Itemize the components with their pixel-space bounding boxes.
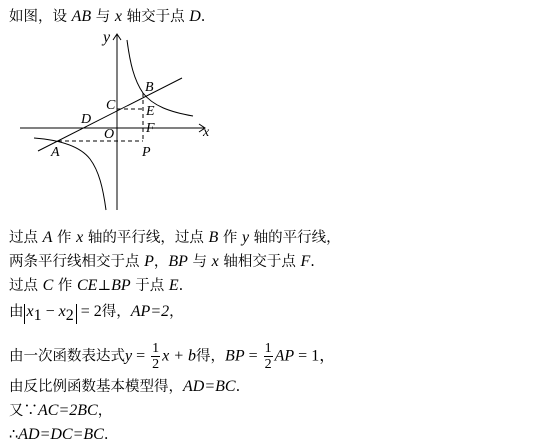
coordinate-diagram xyxy=(0,28,240,213)
var: A xyxy=(42,229,53,246)
var: BP xyxy=(111,277,131,294)
label-f: F xyxy=(146,121,155,136)
solution-line-1 xyxy=(9,229,341,247)
var: x xyxy=(76,229,84,246)
var: F xyxy=(300,253,311,270)
intro-point: D xyxy=(189,8,201,25)
hyperbola-branch-lower xyxy=(34,138,106,210)
var: BP xyxy=(225,347,245,365)
equation-rhs: = 2 xyxy=(76,303,102,320)
label-x: x xyxy=(203,125,210,140)
var: BP xyxy=(168,253,188,270)
var: x xyxy=(58,303,66,320)
var: P xyxy=(144,253,154,270)
text: 作 xyxy=(218,230,242,246)
equation-tail: = 1， xyxy=(294,347,336,365)
label-a: A xyxy=(51,145,60,160)
fraction-half xyxy=(151,341,160,372)
operator: = xyxy=(244,347,262,365)
text: 轴的平行线， xyxy=(249,230,341,246)
label-p: P xyxy=(142,145,151,160)
text: 轴相交于点 xyxy=(218,254,301,270)
hyperbola-branch-upper xyxy=(127,40,193,116)
intro-segment: AB xyxy=(71,8,92,25)
text: . xyxy=(178,278,184,294)
var: y xyxy=(125,347,133,365)
intro-line xyxy=(9,8,205,26)
label-o: O xyxy=(104,127,115,142)
operator: = xyxy=(132,347,150,365)
expression: x + b xyxy=(162,347,197,365)
text: 又∵ xyxy=(9,403,38,419)
text: 由反比例函数基本模型得， xyxy=(9,379,183,395)
intro-suffix: 轴交于点 xyxy=(121,9,190,25)
text: 两条平行线相交于点 xyxy=(9,254,145,270)
text: 过点 xyxy=(9,278,43,294)
text: ， xyxy=(97,403,113,419)
denominator: 2 xyxy=(264,357,272,372)
var: x xyxy=(26,303,34,320)
label-y: y xyxy=(103,29,111,46)
label-e: E xyxy=(146,104,155,119)
intro-prefix: 如图，设 xyxy=(9,9,72,25)
absolute-value xyxy=(24,304,77,324)
subscript: 2 xyxy=(65,306,74,324)
solution-line-4 xyxy=(9,303,184,324)
var: x xyxy=(211,253,219,270)
solution-line-5 xyxy=(9,341,335,372)
text: 由 xyxy=(9,304,24,320)
text: 得， xyxy=(101,304,131,320)
relation: AC=2BC xyxy=(38,402,98,419)
solution-line-7 xyxy=(9,402,112,420)
label-d: D xyxy=(81,112,92,127)
solution-line-2 xyxy=(9,253,315,271)
text: 得， xyxy=(196,348,226,365)
intro-end: . xyxy=(200,9,206,25)
var: y xyxy=(241,229,250,246)
text: 由一次函数表达式 xyxy=(9,348,125,365)
text: ， xyxy=(153,254,169,270)
relation: AD=BC xyxy=(183,378,236,395)
fraction-half-2 xyxy=(264,341,273,372)
text: 轴的平行线，过点 xyxy=(83,230,209,246)
solution-line-3 xyxy=(9,277,183,295)
denominator: 2 xyxy=(152,357,160,372)
numerator: 1 xyxy=(152,341,160,356)
text: 于点 xyxy=(130,278,169,294)
var: C xyxy=(42,277,54,294)
var: AP xyxy=(274,347,295,365)
solution-line-6 xyxy=(9,378,240,396)
text: . xyxy=(310,254,315,270)
text: ∴ xyxy=(9,427,19,443)
text: . xyxy=(103,427,109,443)
var: E xyxy=(168,277,179,294)
subscript: 1 xyxy=(33,306,42,324)
perp-symbol: ⊥ xyxy=(97,278,112,294)
solution-line-8 xyxy=(9,426,108,444)
label-b: B xyxy=(145,80,154,95)
var: B xyxy=(208,229,219,246)
label-c: C xyxy=(106,98,116,113)
intro-mid: 与 xyxy=(91,9,115,25)
text: 作 xyxy=(52,230,77,246)
relation: AP=2 xyxy=(130,303,170,320)
text: ， xyxy=(169,304,184,320)
text: . xyxy=(235,379,241,395)
operator: − xyxy=(41,303,59,320)
text: 与 xyxy=(187,254,212,270)
text: 作 xyxy=(53,278,77,294)
numerator: 1 xyxy=(264,341,272,356)
relation: AD=DC=BC xyxy=(18,426,104,443)
var: CE xyxy=(77,277,98,294)
intro-axis: x xyxy=(114,8,122,25)
text: 过点 xyxy=(9,230,43,246)
